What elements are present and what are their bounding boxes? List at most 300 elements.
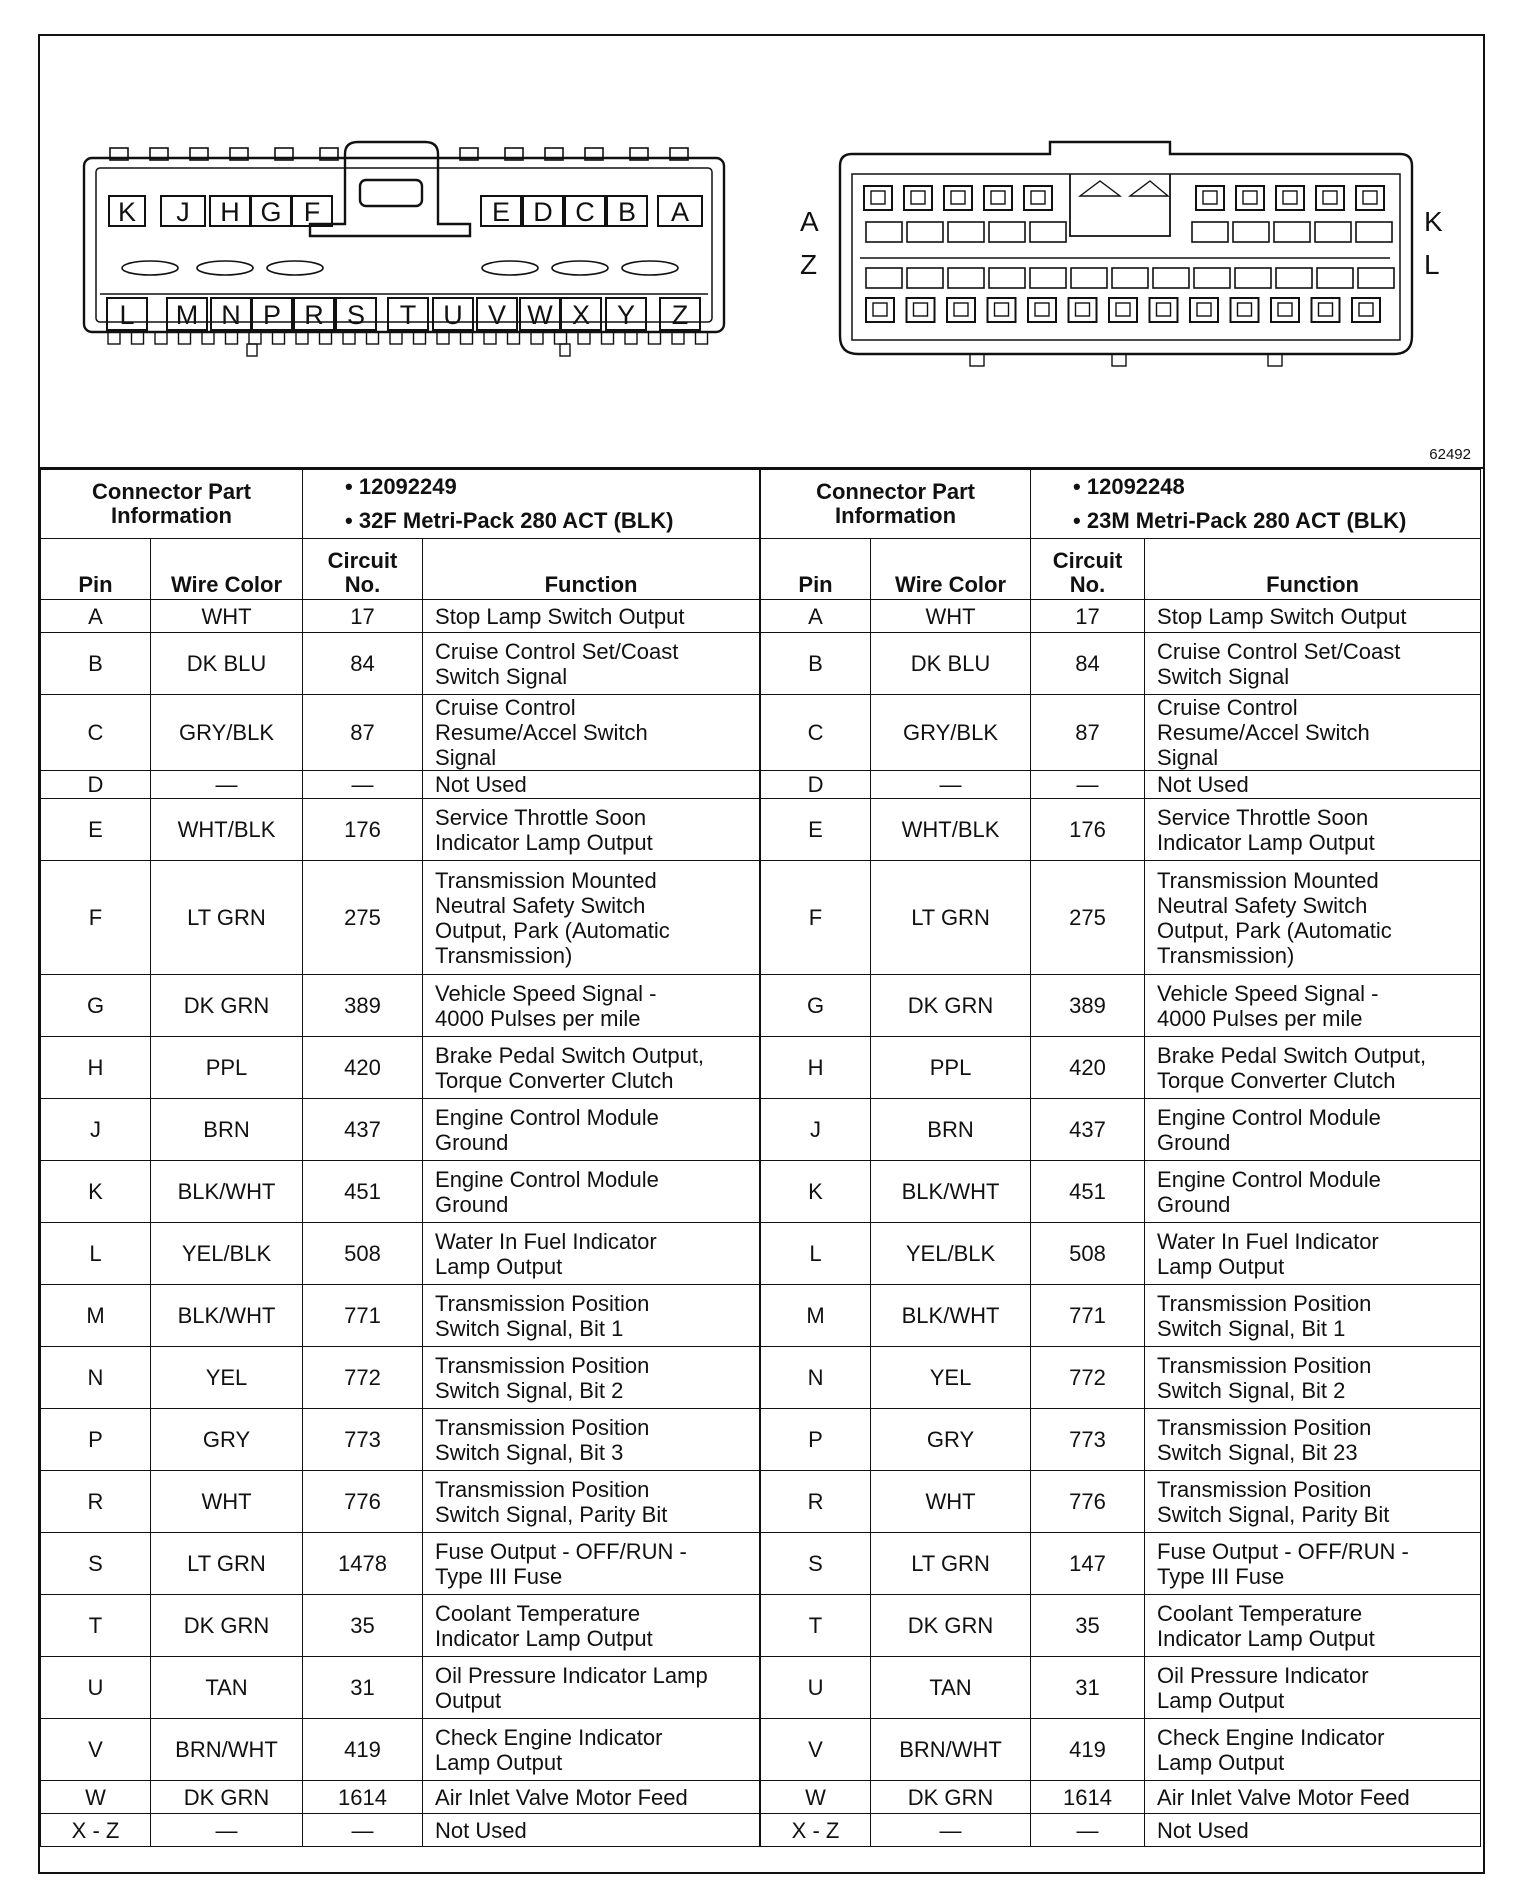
pin-terminal — [1197, 303, 1211, 316]
slot — [1235, 268, 1271, 288]
pin-label: K — [117, 197, 137, 227]
function-header — [1145, 539, 1481, 600]
function-cell — [1145, 1719, 1481, 1781]
slot — [1356, 222, 1392, 242]
pin-cell: M — [41, 1285, 151, 1347]
table-row — [761, 975, 1481, 1037]
function-cell — [1145, 1037, 1481, 1099]
function-text: Brake Pedal Switch Output, Torque Converter Clutch — [1157, 1042, 1427, 1093]
pin-cell: J — [761, 1099, 871, 1161]
circuit-cell: — — [303, 771, 423, 799]
function-cell — [423, 1719, 760, 1781]
function-cell — [1145, 1161, 1481, 1223]
terminal-tab — [531, 332, 543, 344]
pin-cell: T — [761, 1595, 871, 1657]
slot — [948, 222, 984, 242]
slot — [1194, 268, 1230, 288]
pin-terminal — [1203, 191, 1217, 204]
pin-label: W — [527, 300, 553, 330]
pin-cavity — [1150, 298, 1178, 322]
wire-color-header — [871, 539, 1031, 600]
table-row — [41, 861, 760, 975]
function-text: Not Used — [435, 772, 527, 797]
pin-cavity — [1109, 298, 1137, 322]
pin-cell: S — [761, 1533, 871, 1595]
pin-cavity — [1190, 298, 1218, 322]
circuit-cell: — — [1031, 771, 1145, 799]
pin-cell: W — [761, 1781, 871, 1814]
circuit-cell: 31 — [303, 1657, 423, 1719]
wire-color-cell: YEL/BLK — [871, 1223, 1031, 1285]
function-cell — [423, 1533, 760, 1595]
connector-info-label-text: Connector Part Information — [92, 479, 251, 528]
function-cell — [423, 799, 760, 861]
pin-terminal — [871, 191, 885, 204]
wire-color-cell: DK BLU — [871, 633, 1031, 695]
circuit-cell: 776 — [1031, 1471, 1145, 1533]
terminal-tab — [296, 332, 308, 344]
pin-cell: G — [41, 975, 151, 1037]
pin-terminal — [951, 191, 965, 204]
pin-cell: H — [761, 1037, 871, 1099]
pin-cell: N — [41, 1347, 151, 1409]
pin-cavity — [944, 186, 972, 210]
pin-cell: X - Z — [41, 1814, 151, 1847]
function-cell — [1145, 633, 1481, 695]
part-number-item: • 12092249 — [345, 474, 457, 499]
function-text: Check Engine Indicator Lamp Output — [435, 1724, 663, 1775]
table-row — [761, 600, 1481, 633]
function-text: Not Used — [1157, 772, 1249, 797]
circuit-header-text: Circuit No. — [327, 548, 398, 597]
slot — [1071, 268, 1107, 288]
pin-terminal — [1035, 303, 1049, 316]
pin-label: M — [175, 300, 199, 330]
function-cell — [423, 1781, 760, 1814]
table-row — [761, 1657, 1481, 1719]
wire-color-cell: GRY/BLK — [871, 695, 1031, 771]
pin-terminal — [1031, 191, 1045, 204]
wire-color-cell: — — [871, 771, 1031, 799]
circuit-cell: 275 — [303, 861, 423, 975]
function-cell — [423, 1099, 760, 1161]
wire-color-cell: GRY/BLK — [151, 695, 303, 771]
pin-label: X — [571, 300, 591, 330]
function-text: Transmission Position Switch Signal, Bit 1 — [435, 1290, 650, 1341]
table-row — [761, 1719, 1481, 1781]
terminal-tab — [132, 332, 144, 344]
pin-cell: D — [41, 771, 151, 799]
document-sheet — [38, 34, 1485, 1874]
slot — [866, 268, 902, 288]
pinout-table — [40, 469, 760, 1847]
wire-color-cell: BLK/WHT — [871, 1161, 1031, 1223]
circuit-cell: 437 — [1031, 1099, 1145, 1161]
wire-color-cell: GRY — [151, 1409, 303, 1471]
pin-cell: U — [761, 1657, 871, 1719]
slot — [989, 222, 1025, 242]
function-text: Transmission Position Switch Signal, Parity Bit — [1157, 1476, 1390, 1527]
latch-icon — [310, 142, 470, 236]
function-cell — [1145, 1409, 1481, 1471]
key-slot — [267, 261, 323, 275]
function-text: Transmission Position Switch Signal, Bit 2 — [1157, 1352, 1372, 1403]
pin-cell: R — [761, 1471, 871, 1533]
function-cell — [1145, 1533, 1481, 1595]
pin-label: G — [260, 197, 282, 227]
pin-terminal — [1319, 303, 1333, 316]
table-row — [761, 771, 1481, 799]
function-text: Transmission Position Switch Signal, Parity Bit — [435, 1476, 668, 1527]
function-cell — [423, 1285, 760, 1347]
circuit-cell: 772 — [1031, 1347, 1145, 1409]
connector-part-numbers — [303, 470, 760, 539]
pin-terminal — [1283, 191, 1297, 204]
circuit-cell: 420 — [1031, 1037, 1145, 1099]
wire-color-cell: LT GRN — [871, 1533, 1031, 1595]
function-cell — [1145, 1223, 1481, 1285]
function-cell — [423, 1409, 760, 1471]
circuit-cell: 451 — [303, 1161, 423, 1223]
function-cell — [423, 1657, 760, 1719]
function-text: Not Used — [435, 1817, 527, 1843]
slot — [1030, 222, 1066, 242]
wire-color-cell: BRN/WHT — [871, 1719, 1031, 1781]
circuit-cell: 35 — [1031, 1595, 1145, 1657]
pin-label: A — [670, 197, 690, 227]
circuit-cell: 771 — [1031, 1285, 1145, 1347]
pin-cell: F — [761, 861, 871, 975]
pinout-table — [760, 469, 1481, 1847]
side-pin-label: L — [1424, 249, 1440, 280]
wire-color-cell: DK GRN — [871, 1781, 1031, 1814]
pin-cavity — [866, 298, 894, 322]
pin-terminal — [873, 303, 887, 316]
function-text: Engine Control Module Ground — [1157, 1104, 1381, 1155]
wire-color-cell: — — [151, 771, 303, 799]
function-cell — [423, 975, 760, 1037]
table-row — [41, 1595, 760, 1657]
table-row — [761, 1285, 1481, 1347]
function-cell — [423, 1595, 760, 1657]
pin-label: J — [176, 197, 190, 227]
key-slot — [622, 261, 678, 275]
function-text: Air Inlet Valve Motor Feed — [1157, 1784, 1410, 1810]
table-row — [41, 600, 760, 633]
table-row — [41, 1347, 760, 1409]
pin-label: F — [303, 197, 321, 227]
pin-cell: H — [41, 1037, 151, 1099]
part-number-item: • 23M Metri-Pack 280 ACT (BLK) — [1073, 508, 1407, 533]
circuit-cell: 1478 — [303, 1533, 423, 1595]
pin-cavity — [1236, 186, 1264, 210]
pin-header — [41, 539, 151, 600]
key-slot — [197, 261, 253, 275]
pin-cell: W — [41, 1781, 151, 1814]
slot — [989, 268, 1025, 288]
wire-color-cell: DK GRN — [151, 1781, 303, 1814]
function-text: Engine Control Module Ground — [1157, 1166, 1381, 1217]
circuit-cell: 1614 — [303, 1781, 423, 1814]
slot — [1233, 222, 1269, 242]
pin-label: U — [443, 300, 463, 330]
wire-color-header — [151, 539, 303, 600]
part-number-item: • 32F Metri-Pack 280 ACT (BLK) — [345, 508, 674, 533]
table-row — [41, 1409, 760, 1471]
pin-terminal — [1243, 191, 1257, 204]
function-cell — [423, 1471, 760, 1533]
function-cell — [423, 1814, 760, 1847]
pin-terminal — [991, 191, 1005, 204]
function-cell — [423, 1161, 760, 1223]
function-text: Water In Fuel Indicator Lamp Output — [435, 1228, 657, 1279]
wire-color-cell: DK GRN — [871, 1595, 1031, 1657]
pin-terminal — [1238, 303, 1252, 316]
wire-color-cell: WHT — [151, 600, 303, 633]
circuit-header-text: Circuit No. — [1052, 548, 1123, 597]
pin-label: D — [533, 197, 553, 227]
wire-color-cell: WHT/BLK — [151, 799, 303, 861]
table-row — [761, 1814, 1481, 1847]
pin-terminal — [914, 303, 928, 316]
function-text: Transmission Position Switch Signal, Bit 1 — [1157, 1290, 1372, 1341]
wire-color-cell: BRN — [151, 1099, 303, 1161]
pin-cell: E — [761, 799, 871, 861]
terminal-tab — [484, 332, 496, 344]
table-row — [41, 1533, 760, 1595]
table-row — [41, 695, 760, 771]
terminal-tab — [155, 332, 167, 344]
table-row — [761, 1223, 1481, 1285]
table-row — [761, 695, 1481, 771]
part-number-text: 32F Metri-Pack 280 ACT (BLK) — [358, 508, 674, 533]
function-text: Not Used — [1157, 1817, 1249, 1843]
key-slot — [122, 261, 178, 275]
pin-cell: S — [41, 1533, 151, 1595]
circuit-cell: 275 — [1031, 861, 1145, 975]
function-header-text: Function — [1266, 572, 1359, 597]
terminal-tab — [970, 354, 984, 366]
pin-cell: R — [41, 1471, 151, 1533]
pin-cell: U — [41, 1657, 151, 1719]
circuit-cell: 84 — [1031, 633, 1145, 695]
connector-diagram — [40, 36, 1483, 467]
pin-terminal — [1116, 303, 1130, 316]
pin-cell: A — [761, 600, 871, 633]
circuit-cell: 176 — [1031, 799, 1145, 861]
pin-cavity — [1356, 186, 1384, 210]
slot — [1153, 268, 1189, 288]
pin-cell: E — [41, 799, 151, 861]
pin-cell: V — [761, 1719, 871, 1781]
circuit-cell: — — [1031, 1814, 1145, 1847]
circuit-cell: 419 — [303, 1719, 423, 1781]
pin-cell: C — [761, 695, 871, 771]
wire-color-cell: YEL/BLK — [151, 1223, 303, 1285]
pin-cell: L — [41, 1223, 151, 1285]
pin-label: T — [399, 300, 417, 330]
wire-color-cell: DK GRN — [151, 1595, 303, 1657]
pin-cavity — [1271, 298, 1299, 322]
pin-cavity — [904, 186, 932, 210]
side-pin-label: A — [800, 206, 819, 237]
function-text: Cruise Control Resume/Accel Switch Signal — [435, 695, 648, 770]
side-pin-label: K — [1424, 206, 1443, 237]
pin-cell: J — [41, 1099, 151, 1161]
function-cell — [1145, 1471, 1481, 1533]
function-text: Vehicle Speed Signal - 4000 Pulses per mile — [1157, 980, 1379, 1031]
terminal-tab — [273, 332, 285, 344]
circuit-cell: 508 — [303, 1223, 423, 1285]
pin-cell: N — [761, 1347, 871, 1409]
circuit-cell: 17 — [1031, 600, 1145, 633]
table-row — [41, 1223, 760, 1285]
circuit-cell: 87 — [303, 695, 423, 771]
slot — [1274, 222, 1310, 242]
wire-color-cell: WHT — [871, 600, 1031, 633]
wire-color-header-text: Wire Color — [895, 572, 1007, 597]
function-text: Cruise Control Set/Coast Switch Signal — [1157, 638, 1401, 689]
function-header — [423, 539, 760, 600]
pin-cell: D — [761, 771, 871, 799]
pin-terminal — [1076, 303, 1090, 316]
pin-cell: M — [761, 1285, 871, 1347]
pin-label: E — [491, 197, 511, 227]
pin-terminal — [1157, 303, 1171, 316]
circuit-cell: 389 — [303, 975, 423, 1037]
function-text: Oil Pressure Indicator Lamp Output — [1157, 1662, 1369, 1713]
table-row — [761, 1161, 1481, 1223]
table-row — [761, 1595, 1481, 1657]
function-cell — [1145, 799, 1481, 861]
wire-color-cell: BLK/WHT — [151, 1285, 303, 1347]
pin-terminal — [954, 303, 968, 316]
function-text: Transmission Position Switch Signal, Bit 23 — [1157, 1414, 1372, 1465]
pin-cavity — [907, 298, 935, 322]
terminal-tab — [414, 332, 426, 344]
pin-terminal — [1359, 303, 1373, 316]
pin-terminal — [1363, 191, 1377, 204]
pin-cavity — [947, 298, 975, 322]
pin-terminal — [1323, 191, 1337, 204]
function-cell — [1145, 600, 1481, 633]
table-row — [761, 1781, 1481, 1814]
circuit-cell: 772 — [303, 1347, 423, 1409]
function-header-text: Function — [544, 572, 638, 597]
circuit-cell: 35 — [303, 1595, 423, 1657]
pin-cavity — [1352, 298, 1380, 322]
wire-color-cell: LT GRN — [871, 861, 1031, 975]
terminal-tab — [625, 332, 637, 344]
terminal-tab — [108, 332, 120, 344]
pin-label: R — [304, 300, 324, 330]
function-text: Check Engine Indicator Lamp Output — [1157, 1724, 1385, 1775]
wire-color-cell: PPL — [871, 1037, 1031, 1099]
wire-color-cell: — — [151, 1814, 303, 1847]
pin-cell: B — [41, 633, 151, 695]
wire-color-cell: YEL — [151, 1347, 303, 1409]
table-row — [41, 1471, 760, 1533]
pin-cavity — [1196, 186, 1224, 210]
function-text: Service Throttle Soon Indicator Lamp Output — [435, 804, 653, 855]
table-row — [761, 1347, 1481, 1409]
connector-figure — [40, 36, 1483, 469]
function-cell — [1145, 1814, 1481, 1847]
function-cell — [1145, 695, 1481, 771]
wire-color-cell: BRN/WHT — [151, 1719, 303, 1781]
pin-label: C — [575, 197, 595, 227]
key-notch — [1070, 174, 1170, 236]
function-text: Oil Pressure Indicator Lamp Output — [435, 1662, 708, 1713]
circuit-cell: 451 — [1031, 1161, 1145, 1223]
circuit-cell: 31 — [1031, 1657, 1145, 1719]
wire-color-cell: PPL — [151, 1037, 303, 1099]
pin-cell: G — [761, 975, 871, 1037]
key-slot — [552, 261, 608, 275]
wire-color-cell: DK BLU — [151, 633, 303, 695]
slot — [1358, 268, 1394, 288]
function-cell — [423, 1347, 760, 1409]
function-text: Transmission Position Switch Signal, Bit 2 — [435, 1352, 650, 1403]
function-text: Stop Lamp Switch Output — [1157, 603, 1407, 629]
function-text: Fuse Output - OFF/RUN - Type III Fuse — [1157, 1538, 1409, 1589]
pin-cell: A — [41, 600, 151, 633]
pin-label: N — [221, 300, 241, 330]
terminal-tab — [508, 332, 520, 344]
terminal-tab — [343, 332, 355, 344]
slot — [907, 222, 943, 242]
pin-cavity — [1231, 298, 1259, 322]
table-row — [41, 1285, 760, 1347]
function-cell — [423, 771, 760, 799]
function-cell — [1145, 1781, 1481, 1814]
function-cell — [423, 1037, 760, 1099]
pin-label: Y — [616, 300, 636, 330]
pin-cavity — [1069, 298, 1097, 322]
circuit-cell: 84 — [303, 633, 423, 695]
pin-cell: F — [41, 861, 151, 975]
wire-color-cell: BRN — [871, 1099, 1031, 1161]
function-text: Stop Lamp Switch Output — [435, 603, 685, 629]
pin-header — [761, 539, 871, 600]
wire-color-header-text: Wire Color — [170, 572, 283, 597]
table-row — [761, 633, 1481, 695]
table-row — [41, 1814, 760, 1847]
terminal-tab — [560, 344, 570, 356]
circuit-cell: 773 — [303, 1409, 423, 1471]
pin-terminal — [995, 303, 1009, 316]
table-row — [41, 1037, 760, 1099]
slot — [1030, 268, 1066, 288]
terminal-tab — [247, 344, 257, 356]
part-number-text: 12092248 — [1086, 474, 1185, 499]
wire-color-cell: BLK/WHT — [871, 1285, 1031, 1347]
pin-label: P — [262, 300, 282, 330]
terminal-tab — [179, 332, 191, 344]
function-cell — [1145, 1595, 1481, 1657]
side-pin-label: Z — [800, 249, 818, 280]
terminal-tab — [649, 332, 661, 344]
terminal-tab — [461, 332, 473, 344]
terminal-tab — [1112, 354, 1126, 366]
wire-color-cell: TAN — [871, 1657, 1031, 1719]
terminal-tab — [696, 332, 708, 344]
circuit-cell: 147 — [1031, 1533, 1145, 1595]
slot — [1112, 268, 1148, 288]
wire-color-cell: — — [871, 1814, 1031, 1847]
pin-cavity — [1276, 186, 1304, 210]
terminal-tab — [437, 332, 449, 344]
